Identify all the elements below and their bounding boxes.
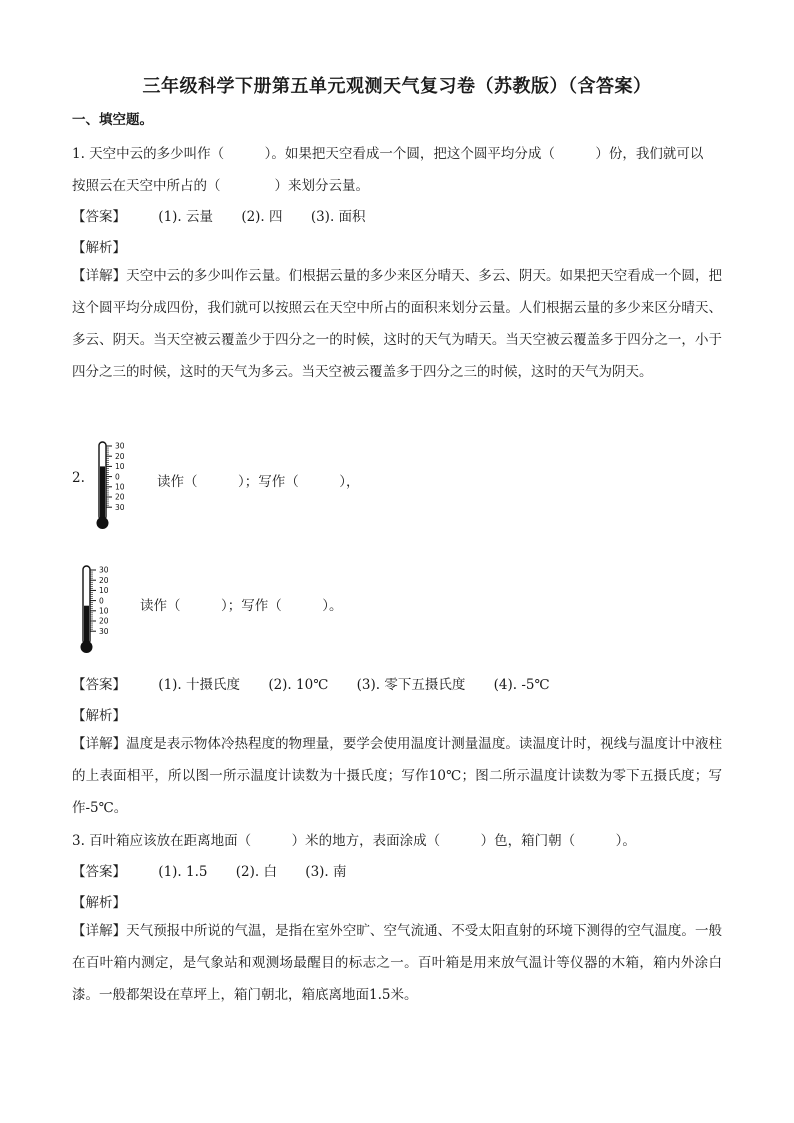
q2-answer-row xyxy=(72,673,574,693)
q1-answer-row xyxy=(72,205,390,225)
q1-line2: 按照云在天空中所占的（ ）来划分云量。 xyxy=(72,178,369,194)
q3-answer-3: (3). 南 xyxy=(305,864,347,880)
scale-label: 10 xyxy=(115,482,125,492)
thermometer-1 xyxy=(94,440,140,532)
thermometer-2-graphic xyxy=(78,564,124,656)
thermo1-liquid xyxy=(100,466,105,522)
scale-label: 30 xyxy=(99,626,109,636)
q1-detail: 【详解】天空中云的多少叫作云量。们根据云量的多少来区分晴天、多云、阴天。如果把天空看成一个圆，把这个圆平均分成四份，我们就可以按照云在天空中所占的面积来划分云量。人们根据云量的多少来区分晴天、多云、阴天。当天空被云覆盖少于四分之一的时候，这时的天气为晴天。当天空被云覆盖多于四分之一，小于四分之三的时候，这时的天气为多云。当天空被云覆盖多于四分之三的时候，这时的天气为阴天。 xyxy=(72,268,722,380)
q3-answer-1: (1). 1.5 xyxy=(158,864,208,880)
thermometer-1-graphic xyxy=(94,440,140,532)
q2-detail: 【详解】温度是表示物体冷热程度的物理量，要学会使用温度计测量温度。读温度计时，视线与温度计中液柱的上表面相平，所以图一所示温度计读数为十摄氏度；写作10℃；图二所示温度计读数为零下五摄氏度；写作-5℃。 xyxy=(72,736,722,816)
q3-answer-row xyxy=(72,860,371,880)
scale-label: 20 xyxy=(99,616,109,626)
scale-label: 30 xyxy=(115,441,125,451)
thermo1-scale xyxy=(115,442,125,512)
scale-label: 10 xyxy=(99,606,109,616)
q2-answer-3: (3). 零下五摄氏度 xyxy=(356,677,466,693)
page-title: 三年级科学下册第五单元观测天气复习卷（苏教版）（含答案） xyxy=(142,76,652,97)
q2-number: 2. xyxy=(72,470,85,486)
scale-label: 30 xyxy=(115,502,125,512)
thermometer-2 xyxy=(78,564,124,656)
q2-read2: 读作（ ）；写作（ ）。 xyxy=(140,598,343,614)
q3-analysis-tag: 【解析】 xyxy=(72,895,126,911)
q3-line1: 3. 百叶箱应该放在距离地面（ ）米的地方，表面涂成（ ）色，箱门朝（ ）。 xyxy=(72,833,636,849)
q2-answer-2: (2). 10℃ xyxy=(268,677,329,693)
q2-analysis-tag: 【解析】 xyxy=(72,708,126,724)
scale-label: 10 xyxy=(115,462,125,472)
thermo2-scale xyxy=(99,566,109,636)
scale-label: 20 xyxy=(115,451,125,461)
q1-answer-2: (2). 四 xyxy=(241,209,283,225)
scale-label: 30 xyxy=(99,565,109,575)
answer-tag: 【答案】 xyxy=(72,864,126,880)
answer-tag: 【答案】 xyxy=(72,209,126,225)
answer-tag: 【答案】 xyxy=(72,677,126,693)
q2-read1: 读作（ ）；写作（ ）， xyxy=(157,474,360,490)
scale-label: 20 xyxy=(99,575,109,585)
thermo2-liquid xyxy=(84,606,89,646)
scale-label: 20 xyxy=(115,492,125,502)
thermo1-ticks xyxy=(106,446,112,507)
q3-detail: 【详解】天气预报中所说的气温，是指在室外空旷、空气流通、不受太阳直射的环境下测得的空气温度。一般在百叶箱内测定，是气象站和观测场最醒目的标志之一。百叶箱是用来放气温计等仪器的木箱，箱内外涂白漆。一般都架设在草坪上，箱门朝北，箱底离地面1.5米。 xyxy=(72,923,722,1003)
q2-answer-1: (1). 十摄氏度 xyxy=(158,677,241,693)
q1-answer-1: (1). 云量 xyxy=(158,209,214,225)
thermo2-bulb xyxy=(81,641,93,653)
scale-label: 0 xyxy=(99,596,104,606)
q1-analysis-tag: 【解析】 xyxy=(72,240,126,256)
q2-answer-4: (4). -5℃ xyxy=(493,677,550,693)
q1-line1: 1. 天空中云的多少叫作（ ）。如果把天空看成一个圆，把这个圆平均分成（ ）份，我们就可以 xyxy=(72,146,704,162)
q3-answer-2: (2). 白 xyxy=(235,864,277,880)
scale-label: 0 xyxy=(115,472,120,482)
section-heading: 一、填空题。 xyxy=(72,112,153,128)
thermo2-ticks xyxy=(90,570,96,631)
q1-answer-3: (3). 面积 xyxy=(310,209,366,225)
scale-label: 10 xyxy=(99,586,109,596)
thermo1-bulb xyxy=(97,517,109,529)
